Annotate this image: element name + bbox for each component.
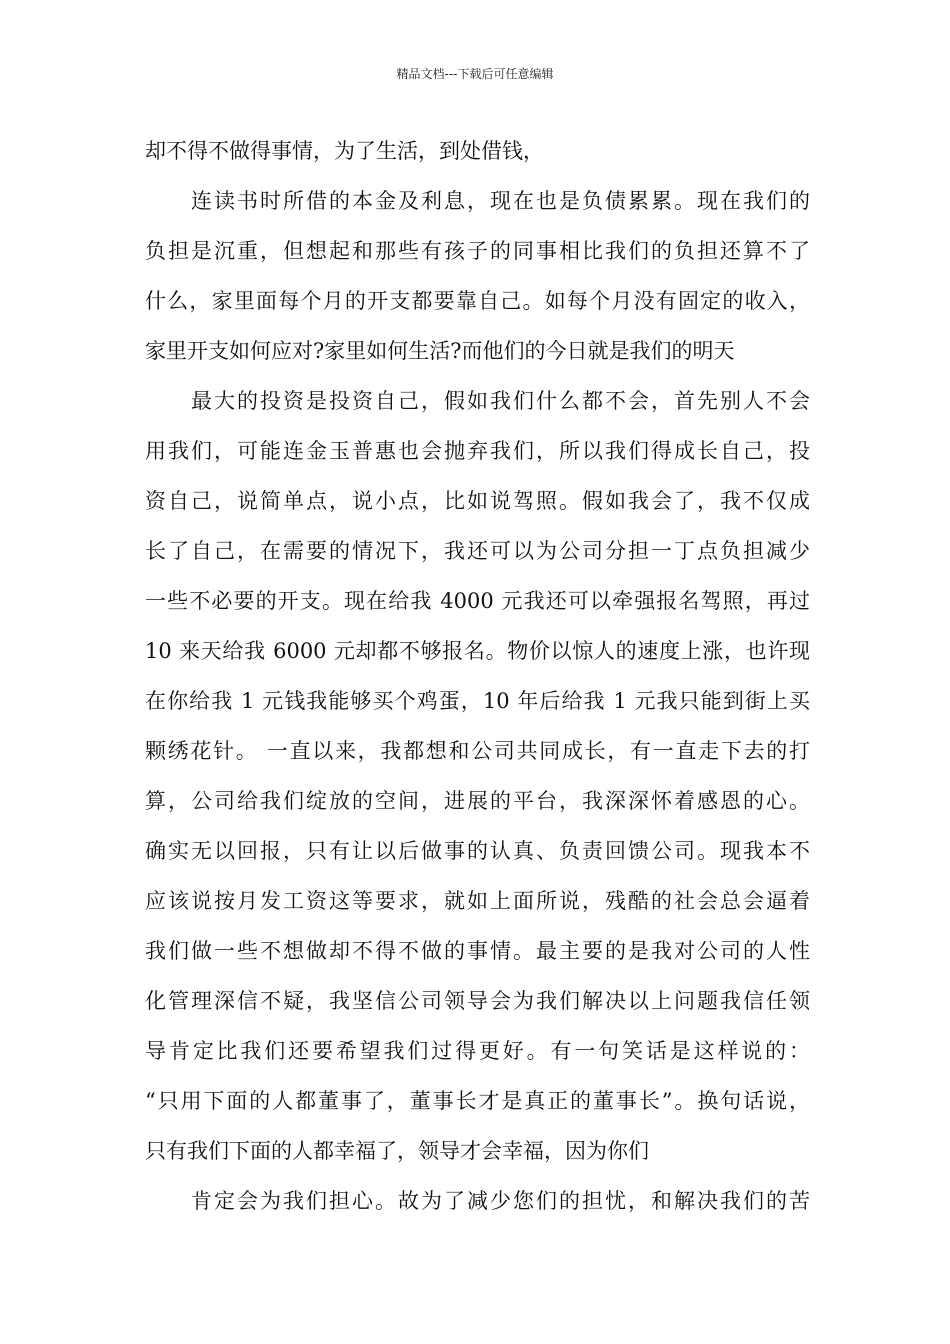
- text-line: 资自己，说简单点，说小点，比如说驾照。假如我会了，我不仅成: [145, 489, 810, 513]
- text-line: 确实无以回报，只有让以后做事的认真、负责回馈公司。现我本不: [145, 839, 810, 863]
- text-line: 化管理深信不疑，我坚信公司领导会为我们解决以上问题我信任领: [145, 989, 810, 1013]
- text-line: 用我们，可能连金玉普惠也会抛弃我们，所以我们得成长自己，投: [145, 439, 810, 463]
- text-line: 颗绣花针。 一直以来，我都想和公司共同成长，有一直走下去的打: [145, 739, 810, 763]
- text-line: 只有我们下面的人都幸福了，领导才会幸福，因为你们: [145, 1139, 649, 1163]
- text-line: 在你给我 1 元钱我能够买个鸡蛋，10 年后给我 1 元我只能到街上买: [145, 689, 810, 713]
- text-line: 最大的投资是投资自己，假如我们什么都不会，首先别人不会: [191, 389, 810, 413]
- page-header: 精品文档---下载后可任意编辑: [396, 67, 554, 81]
- text-line: 却不得不做得事情，为了生活，到处借钱，: [145, 139, 544, 163]
- text-line: 负担是沉重，但想起和那些有孩子的同事相比我们的负担还算不了: [145, 239, 810, 263]
- text-line: 算，公司给我们绽放的空间，进展的平台，我深深怀着感恩的心。: [145, 789, 810, 813]
- document-body: [145, 132, 810, 1232]
- text-line: 肯定会为我们担心。故为了减少您们的担忧，和解决我们的苦: [191, 1189, 810, 1213]
- text-line: 应该说按月发工资这等要求，就如上面所说，残酷的社会总会逼着: [145, 889, 810, 913]
- text-line: 10 来天给我 6000 元却都不够报名。物价以惊人的速度上涨，也许现: [145, 639, 810, 663]
- text-line: 我们做一些不想做却不得不做的事情。最主要的是我对公司的人性: [145, 939, 810, 963]
- text-line: 一些不必要的开支。现在给我 4000 元我还可以牵强报名驾照，再过: [145, 589, 810, 613]
- text-line: “只用下面的人都董事了，董事长才是真正的董事长”。换句话说，: [145, 1089, 810, 1113]
- text-line: 家里开支如何应对?家里如何生活?而他们的今日就是我们的明天: [145, 339, 735, 363]
- text-line: 导肯定比我们还要希望我们过得更好。有一句笑话是这样说的：: [145, 1039, 810, 1063]
- text-line: 连读书时所借的本金及利息，现在也是负债累累。现在我们的: [191, 189, 810, 213]
- text-line: 什么，家里面每个月的开支都要靠自己。如每个月没有固定的收入，: [145, 289, 810, 313]
- text-line: 长了自己，在需要的情况下，我还可以为公司分担一丁点负担减少: [145, 539, 810, 563]
